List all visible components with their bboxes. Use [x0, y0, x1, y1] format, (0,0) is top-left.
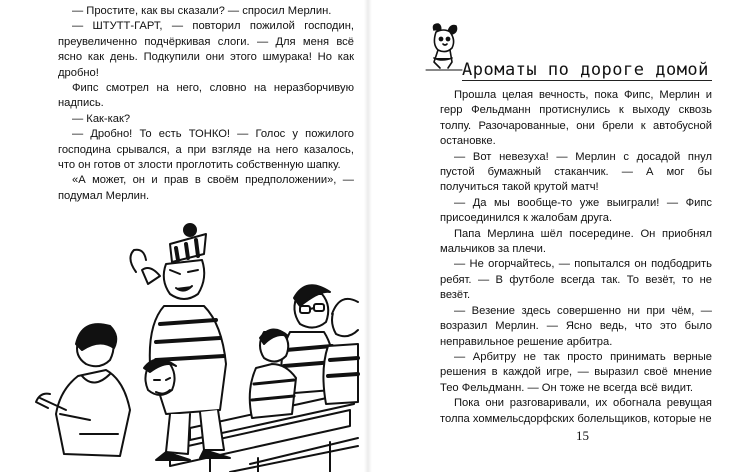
paragraph: — Да мы вообще-то уже выиграли! — Фипс присоединился к жалобам друга. [440, 196, 712, 225]
football-fans-illustration [20, 214, 360, 472]
paragraph: — Как-как? [72, 112, 131, 125]
chapter-title: Ароматы по дороге домой [462, 60, 709, 80]
chapter-header [418, 22, 718, 82]
paragraph: — Простите, как вы сказали? — спросил Мерлин. [72, 5, 332, 17]
left-page-text [58, 4, 354, 204]
dog-mascot-icon [418, 22, 466, 72]
paragraph: — Арбитру не так просто принимать верные решения в каждой игре, — выразил своё мнение Тео Фельдманн. — Он тоже не всегда всё видит. [440, 350, 712, 394]
paragraph: «А может, он и прав в своём предположении», — подумал Мерлин. [58, 174, 354, 202]
title-underline [462, 80, 712, 81]
paragraph: Пока они разговаривали, их обогнала ревущая толпа хоммельсдорфских болельщиков, которые не [440, 397, 712, 425]
paragraph: — Дробно! То есть ТОНКО! — Голос у пожилого господина срывался, а при взгляде на него казалось, что он готов от злости проглотить собственную шапку. [58, 128, 354, 172]
paragraph: — Вот невезуха! — Мерлин с досадой пнул пустой бумажный стаканчик. — А мог бы получиться такой крутой матч! [440, 150, 712, 194]
page-gutter [364, 0, 372, 472]
paragraph: — ШТУТТ-ГАРТ, — повторил пожилой господин, преувеличенно подчёркивая слоги. — Для меня всё ясно как день. Подкупили они этого шмурака! Но как дробно! [58, 20, 354, 79]
paragraph: Прошла целая вечность, пока Фипс, Мерлин и герр Фельдманн протиснулись к выходу сквозь толпу. Разочарованные, они брели к автобусной остановке. [440, 89, 712, 148]
page-number: 15 [576, 428, 589, 443]
paragraph: — Везение здесь совершенно ни при чём, — возразил Мерлин. — Ясно ведь, что это было неправильное решение арбитра. [440, 304, 712, 348]
right-page-text [440, 88, 712, 427]
paragraph: Фипс смотрел на него, словно на неразборчивую надпись. [58, 82, 354, 110]
paragraph: — Не огорчайтесь, — попытался он подбодрить ребят. — В футболе всегда так. То везёт, то не везёт. [440, 258, 712, 302]
paragraph: Папа Мерлина шёл посередине. Он приобнял мальчиков за плечи. [440, 227, 712, 256]
